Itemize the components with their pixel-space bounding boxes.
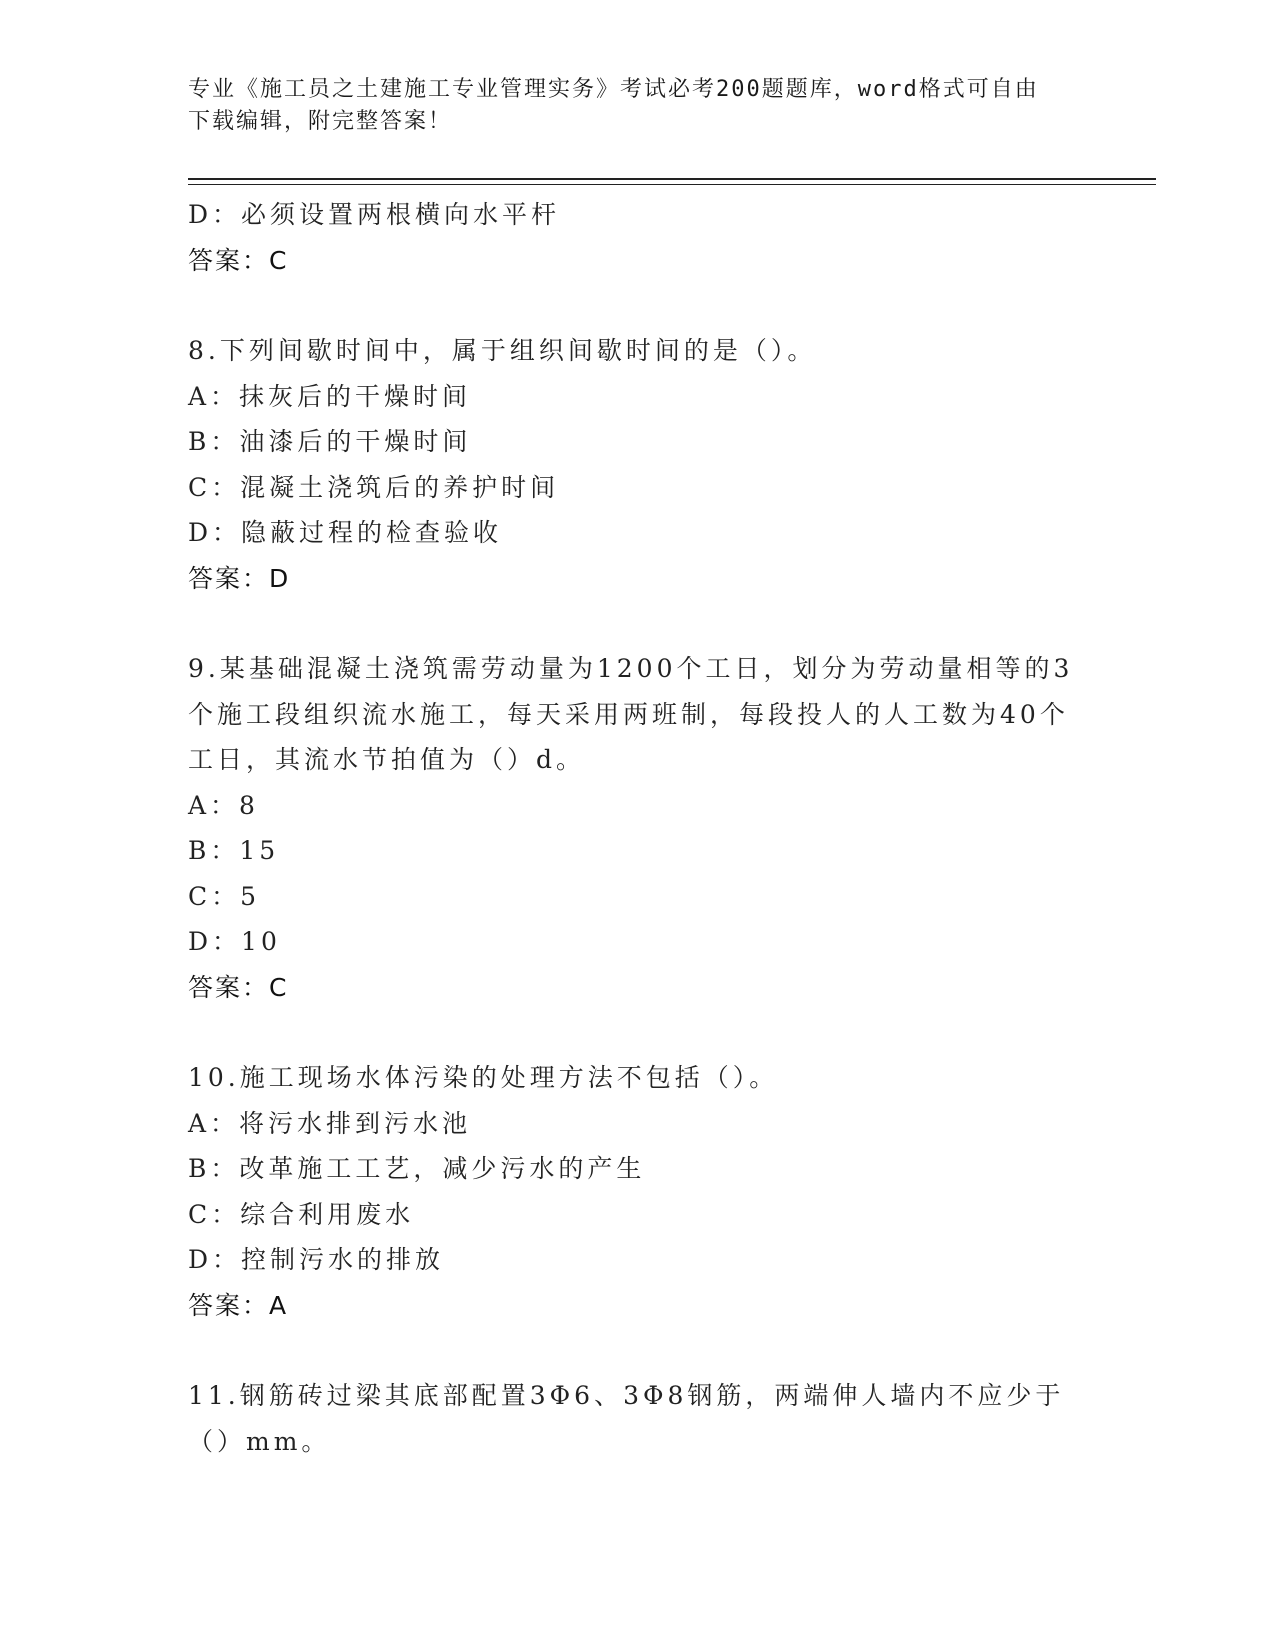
question-stem: 11.钢筋砖过梁其底部配置3Φ6、3Φ8钢筋，两端伸人墙内不应少于 [188,1381,1065,1410]
option-a: A：抹灰后的干燥时间 [188,381,472,411]
question-list [188,192,1088,1464]
question-stem: 10.施工现场水体污染的处理方法不包括（）。 [188,1063,779,1092]
option-d: D：控制污水的排放 [188,1245,445,1274]
option-d: D：隐蔽过程的检查验收 [188,518,503,547]
option-d: D：10 [188,927,281,956]
question-stem: 8.下列间歇时间中，属于组织间歇时间的是（）。 [188,336,817,365]
answer-line: 答案：D [188,563,291,593]
question-stem: （）mm。 [188,1426,331,1456]
question-11 [188,1373,1088,1464]
option-c: C：5 [188,881,261,911]
spacer [188,1010,1088,1055]
spacer [188,601,1088,646]
option-c: C：综合利用废水 [188,1199,415,1229]
spacer [188,283,1088,328]
question-stem: 9.某基础混凝土浇筑需劳动量为1200个工日，划分为劳动量相等的3 [188,654,1074,683]
question-stem: 工日，其流水节拍值为（）d。 [188,745,586,774]
answer-line: 答案：A [188,1290,289,1320]
option-a: A：8 [188,790,259,820]
question-stem: 个施工段组织流水施工，每天采用两班制，每段投人的人工数为40个 [188,699,1069,729]
document-header [188,74,1088,138]
spacer [188,1328,1088,1373]
answer-line: 答案：C [188,245,289,275]
question-10 [188,1055,1088,1328]
answer-line: 答案：C [188,972,289,1002]
header-divider-thin [188,184,1156,185]
header-divider-thick [188,178,1156,180]
previous-question-tail [188,192,1088,283]
option-c: C：混凝土浇筑后的养护时间 [188,472,560,502]
option-b: B：油漆后的干燥时间 [188,427,472,456]
option-b: B：改革施工工艺，减少污水的产生 [188,1154,646,1183]
option-b: B：15 [188,836,280,865]
header-line-2: 下载编辑，附完整答案！ [188,109,453,134]
question-8 [188,328,1088,601]
option-d: D：必须设置两根横向水平杆 [188,200,561,229]
question-9 [188,646,1088,1010]
header-line-1: 专业《施工员之土建施工专业管理实务》考试必考200题题库，word格式可自由 [188,77,1039,102]
option-a: A：将污水排到污水池 [188,1108,472,1138]
